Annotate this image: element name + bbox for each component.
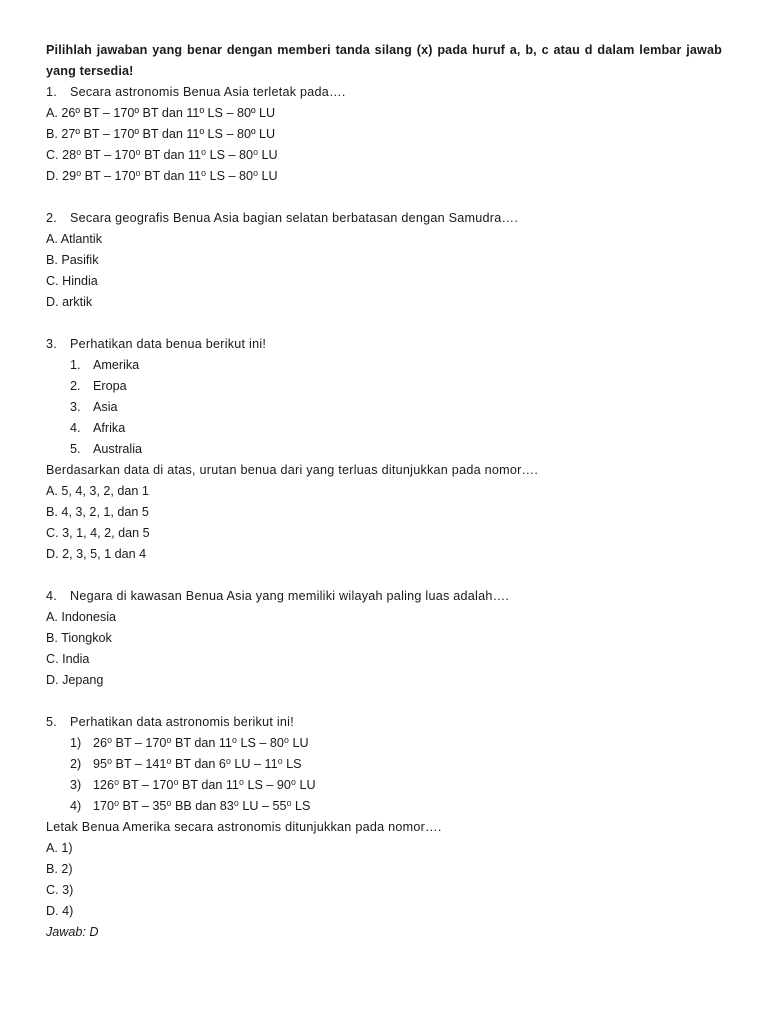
question-1	[46, 82, 722, 103]
option-text: 2)	[61, 862, 73, 876]
option-text: 3)	[62, 883, 74, 897]
list-item-text: Asia	[93, 400, 118, 414]
option-text: 1)	[61, 841, 73, 855]
question-4	[46, 586, 722, 607]
option-b	[46, 628, 722, 649]
list-item-text: Eropa	[93, 379, 127, 393]
option-b	[46, 859, 722, 880]
spacer	[46, 313, 722, 334]
list-item	[46, 355, 722, 376]
spacer	[46, 187, 722, 208]
option-c	[46, 649, 722, 670]
option-letter: C.	[46, 526, 59, 540]
list-item-number: 3.	[70, 400, 81, 414]
option-letter: D.	[46, 295, 59, 309]
list-item	[46, 439, 722, 460]
option-a	[46, 607, 722, 628]
option-c	[46, 523, 722, 544]
option-text: Pasifik	[61, 253, 99, 267]
option-text: 29⁰ BT – 170⁰ BT dan 11⁰ LS – 80⁰ LU	[62, 169, 278, 183]
list-item	[46, 733, 722, 754]
question-number: 1.	[46, 85, 58, 99]
question-5	[46, 712, 722, 733]
option-b	[46, 124, 722, 145]
option-b	[46, 250, 722, 271]
question-number: 2.	[46, 211, 58, 225]
list-item-number: 1)	[70, 736, 82, 750]
list-item	[46, 775, 722, 796]
option-letter: B.	[46, 253, 58, 267]
question-prompt: Letak Benua Amerika secara astronomis ditunjukkan pada nomor….	[46, 820, 442, 834]
option-letter: D.	[46, 547, 59, 561]
option-d	[46, 544, 722, 565]
list-item-number: 1.	[70, 358, 81, 372]
list-item-number: 4)	[70, 799, 82, 813]
question-number: 3.	[46, 337, 58, 351]
option-c	[46, 271, 722, 292]
option-text: Tiongkok	[61, 631, 112, 645]
list-item	[46, 418, 722, 439]
option-letter: B.	[46, 127, 58, 141]
option-letter: B.	[46, 862, 58, 876]
option-d	[46, 292, 722, 313]
list-item-number: 3)	[70, 778, 82, 792]
spacer	[46, 691, 722, 712]
option-letter: B.	[46, 505, 58, 519]
list-item-number: 4.	[70, 421, 81, 435]
option-letter: D.	[46, 904, 59, 918]
question-number: 4.	[46, 589, 58, 603]
option-c	[46, 145, 722, 166]
question-text: Negara di kawasan Benua Asia yang memiliki wilayah paling luas adalah….	[70, 589, 510, 603]
list-item-number: 2.	[70, 379, 81, 393]
list-item-text: 26⁰ BT – 170⁰ BT dan 11⁰ LS – 80⁰ LU	[93, 736, 309, 750]
list-item-text: Australia	[93, 442, 142, 456]
spacer	[46, 565, 722, 586]
instruction-text: Pilihlah jawaban yang benar dengan memberi tanda silang (x) pada huruf a, b, c atau d dalam lembar jawab yang tersedia!	[46, 43, 722, 78]
option-letter: B.	[46, 631, 58, 645]
option-a	[46, 481, 722, 502]
question-text: Perhatikan data astronomis berikut ini!	[70, 715, 294, 729]
document-page	[46, 40, 722, 943]
option-text: 2, 3, 5, 1 dan 4	[62, 547, 147, 561]
option-letter: C.	[46, 148, 59, 162]
list-item-text: Amerika	[93, 358, 140, 372]
list-item	[46, 397, 722, 418]
option-text: Atlantik	[60, 232, 103, 246]
option-d	[46, 670, 722, 691]
question-prompt: Berdasarkan data di atas, urutan benua dari yang terluas ditunjukkan pada nomor….	[46, 463, 539, 477]
option-letter: A.	[46, 610, 58, 624]
list-item	[46, 376, 722, 397]
list-item-text: 170⁰ BT – 35⁰ BB dan 83⁰ LU – 55⁰ LS	[93, 799, 311, 813]
option-a	[46, 838, 722, 859]
list-item	[46, 754, 722, 775]
option-text: arktik	[62, 295, 93, 309]
question-2	[46, 208, 722, 229]
option-letter: A.	[46, 484, 58, 498]
option-text: India	[62, 652, 90, 666]
option-d	[46, 901, 722, 922]
list-item-text: Afrika	[93, 421, 126, 435]
option-text: 26º BT – 170º BT dan 11º LS – 80º LU	[61, 106, 276, 120]
option-a	[46, 103, 722, 124]
option-text: Jepang	[62, 673, 104, 687]
option-text: 5, 4, 3, 2, dan 1	[61, 484, 149, 498]
list-item	[46, 796, 722, 817]
option-letter: C.	[46, 274, 59, 288]
option-letter: D.	[46, 673, 59, 687]
question-text: Secara astronomis Benua Asia terletak pada….	[70, 85, 346, 99]
option-d	[46, 166, 722, 187]
question-3	[46, 334, 722, 355]
option-letter: A.	[46, 841, 58, 855]
option-letter: D.	[46, 169, 59, 183]
option-text: 4)	[62, 904, 74, 918]
option-letter: C.	[46, 883, 59, 897]
option-text: 4, 3, 2, 1, dan 5	[61, 505, 149, 519]
option-text: Hindia	[62, 274, 98, 288]
list-item-number: 2)	[70, 757, 82, 771]
question-number: 5.	[46, 715, 58, 729]
option-text: Indonesia	[61, 610, 117, 624]
list-item-text: 126⁰ BT – 170⁰ BT dan 11⁰ LS – 90⁰ LU	[93, 778, 316, 792]
option-text: 27º BT – 170º BT dan 11º LS – 80º LU	[61, 127, 276, 141]
question-text: Secara geografis Benua Asia bagian selatan berbatasan dengan Samudra….	[70, 211, 519, 225]
option-b	[46, 502, 722, 523]
option-text: 3, 1, 4, 2, dan 5	[62, 526, 150, 540]
list-item-number: 5.	[70, 442, 81, 456]
option-c	[46, 880, 722, 901]
option-text: 28⁰ BT – 170⁰ BT dan 11⁰ LS – 80⁰ LU	[62, 148, 278, 162]
list-item-text: 95⁰ BT – 141⁰ BT dan 6⁰ LU – 11⁰ LS	[93, 757, 302, 771]
option-a	[46, 229, 722, 250]
option-letter: C.	[46, 652, 59, 666]
answer-text: Jawab: D	[46, 925, 99, 939]
question-text: Perhatikan data benua berikut ini!	[70, 337, 267, 351]
option-letter: A.	[46, 232, 58, 246]
option-letter: A.	[46, 106, 58, 120]
